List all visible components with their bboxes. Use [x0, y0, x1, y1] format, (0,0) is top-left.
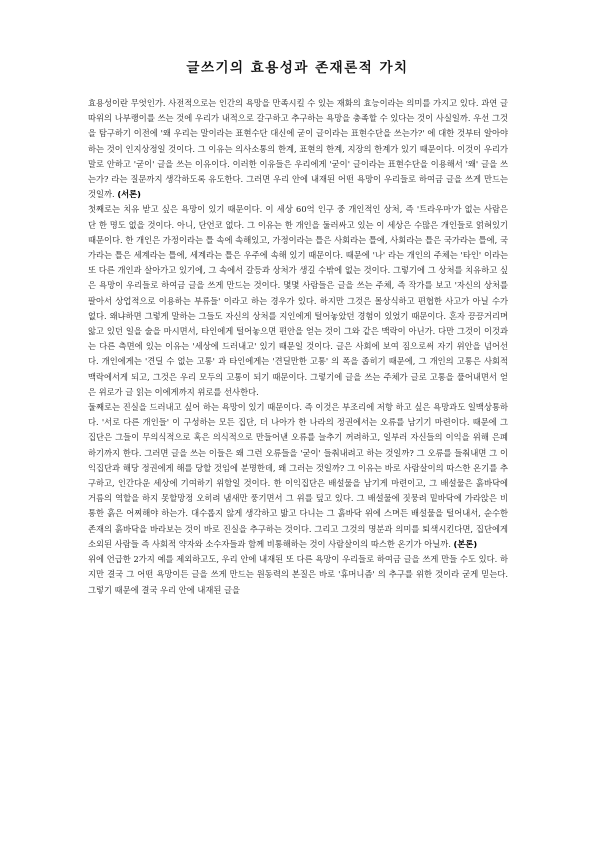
paragraph-text: 효용성이란 무엇인가. 사전적으로는 인간의 욕망을 만족시킬 수 있는 재화의 효능이라는 의미를 가지고 있다. 과연 글 따위의 나부랭이를 쓰는 것에 우리가 내적으로 갈구하고 추구하는 욕망을 충족할 수 있다는 것이 사실일까. 우선 그것을 탐구하기 이전에 '왜 우리는 말이라는 표현수단 대신에 굳이 글이라는 표현수단을 쓰는가?' 에 대한 것부터 알아야 하는 것이 인지상정일 것이다. 그 이유는 의사소통의 한계, 표현의 한계, 지장의 한계가 있기 때문이다. 이것이 우리가 말로 안하고 '굳이' 글을 쓰는 이유이다. 이러한 이유들은 우리에게 '굳이' 글이라는 표현수단을 이용해서 '왜' 글을 쓰는가? 라는 질문까지 생각하도록 유도한다. 그러면 우리 안에 내재된 어떤 욕망이 우리들로 하여금 글을 쓰게 만드는 것일까. [88, 98, 508, 200]
document-title: 글쓰기의 효용성과 존재론적 가치 [186, 60, 409, 76]
paragraph-text: 첫째로는 치유 받고 싶은 욕망이 있기 때문이다. 이 세상 60억 인구 중 개인적인 상처, 즉 '트라우마'가 없는 사람은 단 한 명도 없을 것이다. 아니, 단언코 없다. 그 이유는 한 개인을 둘러싸고 있는 이 세상은 수많은 개인들로 얽혀있기 때문이다. 한 개인은 가정이라는 틀 속에 속해있고, 가정이라는 틀은 사회라는 틀에, 사회라는 틀은 국가라는 틀에, 국가라는 틀은 세계라는 틀에, 세계라는 틀은 우주에 속해 있기 때문이다. 때문에 '나' 라는 개인의 주체는 '타인' 이라는 또 다른 개인과 살아가고 있기에, 그 속에서 갈등과 상처가 생길 수밖에 없는 것이다. 그렇기에 그 상처를 치유하고 싶은 욕망이 우리들로 하여금 글을 쓰게 만드는 것이다. 몇몇 사람들은 글을 쓰는 주체, 즉 작가를 보고 '자신의 상처를 팔아서 상업적으로 이용하는 부류들' 이라고 하는 경우가 있다. 하지만 그것은 몰상식하고 편협한 사고가 아닐 수가 없다. 왜냐하면 그렇게 말하는 그들도 자신의 상처를 지인에게 털어놓았던 경험이 있었기 때문이다. 혼자 끙끙거리며 앓고 있던 일을 술을 마시면서, 타인에게 털어놓으면 편안을 얻는 것이 그와 같은 맥락이 아닌가. 다만 그것이 이것과는 다른 측면에 있는 이유는 '세상에 드러내고' 있기 때문일 것이다. 글은 사회에 보여 짐으로써 자기 위안을 넘어선다. 개인에게는 '견딜 수 없는 고통' 과 타인에게는 '견딜만한 고통' 의 폭을 좁히기 때문에, 그 개인의 고통은 사회적 맥락에서게 되고, 그것은 우리 모두의 고통이 되기 때문이다. 그렇기에 글을 쓰는 주체가 글로 고통을 풀어내면서 얻은 위로가 글 읽는 이에게까지 위로를 선사한다. [88, 204, 508, 397]
paragraph-conclusion [88, 552, 508, 598]
paragraph-text: 둘째로는 진실을 드러내고 싶어 하는 욕망이 있기 때문이다. 즉 이것은 부조리에 저항 하고 싶은 욕망과도 일맥상통하다. '서로 다른 개인들' 이 구성하는 모든 집단, 더 나아가 한 나라의 정권에서는 오류를 남기기 마련이다. 때문에 그 집단은 그들이 무의식적으로 혹은 의식적으로 만들어낸 오류를 늘추기 꺼려하고, 일부러 자신들의 이익을 위해 은폐하기까지 한다. 그러면 글을 쓰는 이들은 왜 그런 오류들을 '굳이' 들춰내려고 하는 것일까? 그 오류를 들춰내면 그 이익집단과 해당 정권에게 해를 당할 것임에 분명한데, 왜 그러는 것일까? 그 이유는 바로 사람살이의 따스한 온기를 추구하고, 인간다운 세상에 기여하기 위함일 것이다. 한 이익집단은 배설물을 남기게 마련이고, 그 배설물은 흙바닥에 거름의 역할을 하지 못할망정 오히려 냄새만 풍기면서 그 위를 덮고 있다. 그 배설물에 짓뭉려 밑바닥에 가라앉은 비통한 흙은 어찌해야 하는가. 대수롭지 않게 생각하고 밟고 다니는 그 흙바닥 위에 스며든 배설물을 털어내서, 순수한 존재의 흙바닥을 바라보는 것이 바로 진실을 추구하는 것이다. 그리고 그것의 명분과 의미를 퇴색시킨다면, 집단에게 소외된 사람들 즉 사회적 약자와 소수자들과 함께 비통해하는 것이 사람살이의 따스한 온기가 아닐까. [88, 402, 508, 549]
section-tag-intro: (서론) [117, 189, 141, 200]
section-tag-body: (본론) [453, 538, 478, 549]
paragraph-text: 위에 언급한 2가지 예를 제외하고도, 우리 안에 내재된 또 다른 욕망이 우리들로 하여금 글을 쓰게 만들 수도 있다. 하지만 결국 그 어떤 욕망이든 글을 쓰게 만드는 원동력의 본질은 바로 '휴머니즘' 의 추구를 위한 것이라 굳게 믿는다. 그렇기 때문에 결국 우리 안에 내재된 글을 [88, 554, 508, 595]
paragraph-first [88, 202, 508, 400]
paragraph-intro [88, 96, 508, 202]
paragraph-second [88, 400, 508, 552]
document-body [88, 96, 508, 598]
